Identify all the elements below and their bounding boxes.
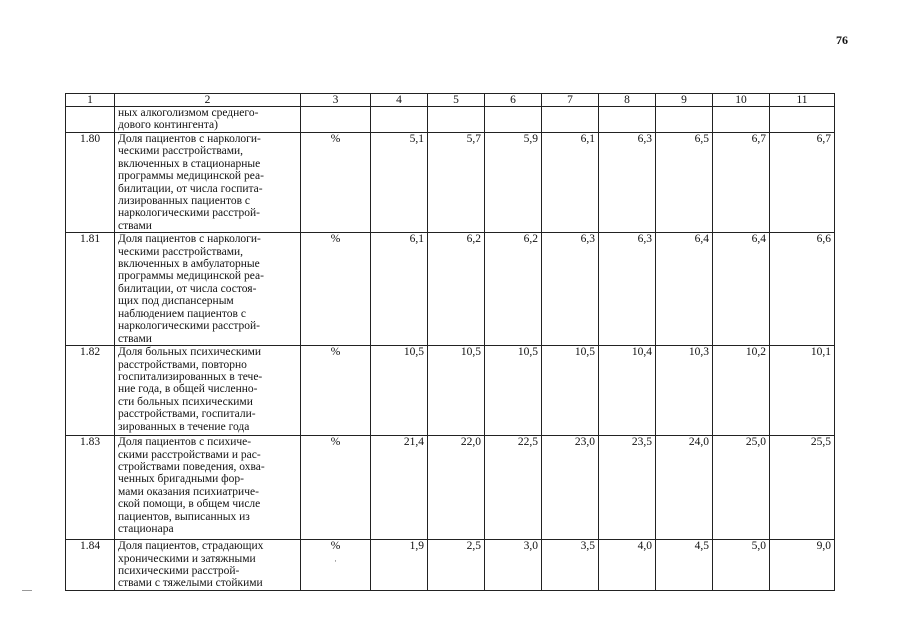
value-cell: 10,5 [485,346,542,436]
value-cell: 2,5 [428,540,485,591]
table-row [66,233,835,346]
unit-cell [301,346,371,436]
description-line: включенных в стационарные [118,157,261,170]
value-cell: 24,0 [656,436,713,540]
description-line: расстройствами, повторно [118,358,247,371]
table-row [66,346,835,436]
indicator-description [115,233,301,346]
header-cell-4: 4 [371,94,428,107]
value-cell: 1,9 [371,540,428,591]
value-cell: 10,2 [713,346,770,436]
header-cell-9: 9 [656,94,713,107]
value-cell: 6,1 [371,233,428,346]
description-line: Доля пациентов с психиче- [118,436,252,449]
header-cell-7: 7 [542,94,599,107]
description-line: Доля пациентов, страдающих [118,540,264,553]
description-line: Доля больных психическими [118,346,262,359]
value-cell: 6,3 [599,233,656,346]
value-cell [770,107,835,133]
row-number [66,107,115,133]
unit-label: % [330,436,341,449]
unit-label: % [330,540,341,553]
description-line: лизированных пациентов с [118,195,250,208]
description-line: дового контингента) [118,119,218,132]
description-line: билитации, от числа госпита- [118,182,263,195]
value-cell: 4,0 [599,540,656,591]
description-line: психическими расстрой- [118,565,240,578]
value-cell: 25,0 [713,436,770,540]
header-cell-11: 11 [770,94,835,107]
description-line: ской помощи, в общем числе [118,498,261,511]
description-line: ческими расстройствами, [118,145,244,158]
indicator-description [115,346,301,436]
row-number: 1.84 [66,540,115,591]
description-line: госпитализированных в тече- [118,371,263,384]
value-cell [713,107,770,133]
unit-cell [301,133,371,233]
description-line: включенных в амбулаторные [118,258,260,271]
description-line: Доля пациентов с наркологи- [118,233,261,246]
value-cell: 6,3 [542,233,599,346]
description-line: наблюдением пациентов с [118,307,246,320]
header-cell-2: 2 [115,94,301,107]
value-cell [542,107,599,133]
header-cell-8: 8 [599,94,656,107]
indicator-description [115,107,301,133]
value-cell: 10,5 [542,346,599,436]
value-cell [485,107,542,133]
value-cell: 23,5 [599,436,656,540]
description-line: ченных бригадными фор- [118,473,244,486]
value-cell: 6,4 [713,233,770,346]
row-number: 1.82 [66,346,115,436]
header-row [66,94,835,107]
value-cell: 4,5 [656,540,713,591]
description-line: наркологическими расстрой- [118,207,261,220]
value-cell: 10,4 [599,346,656,436]
value-cell: 10,5 [371,346,428,436]
value-cell: 21,4 [371,436,428,540]
value-cell: 22,5 [485,436,542,540]
value-cell: 10,5 [428,346,485,436]
description-line: ных алкоголизмом среднего- [118,107,259,119]
unit-cell [301,233,371,346]
value-cell: 5,9 [485,133,542,233]
description-line: щих под диспансерным [118,295,234,308]
header-cell-5: 5 [428,94,485,107]
value-cell: 6,5 [656,133,713,233]
unit-label: % [330,346,341,359]
value-cell: 6,7 [770,133,835,233]
row-number: 1.83 [66,436,115,540]
description-line: ствами с тяжелыми стойкими [118,577,263,590]
value-cell: 22,0 [428,436,485,540]
description-line: ческими расстройствами, [118,245,244,258]
value-cell: 6,1 [542,133,599,233]
value-cell: 10,1 [770,346,835,436]
scan-artifact [22,590,32,591]
value-cell: 6,2 [428,233,485,346]
value-cell [371,107,428,133]
header-cell-10: 10 [713,94,770,107]
description-line: программы медицинской реа- [118,270,264,283]
description-line: стационара [118,523,174,536]
table-row [66,540,835,591]
description-line: билитации, от числа состоя- [118,282,257,295]
header-cell-3: 3 [301,94,371,107]
value-cell: 5,0 [713,540,770,591]
value-cell: 5,1 [371,133,428,233]
row-number: 1.81 [66,233,115,346]
value-cell: 10,3 [656,346,713,436]
header-cell-1: 1 [66,94,115,107]
value-cell: 6,2 [485,233,542,346]
unit-cell [301,107,371,133]
description-line: ние года, в общей численно- [118,383,258,396]
value-cell: 5,7 [428,133,485,233]
table-row [66,107,835,133]
description-line: скими расстройствами и рас- [118,448,261,461]
description-line: ствами [118,332,152,345]
row-number: 1.80 [66,133,115,233]
scan-dot: · [334,555,337,566]
description-line: Доля пациентов с наркологи- [118,133,261,145]
description-line: расстройствами, госпитали- [118,408,256,421]
value-cell: 6,4 [656,233,713,346]
value-cell: 9,0 [770,540,835,591]
page-number: 76 [836,33,848,47]
value-cell: 23,0 [542,436,599,540]
indicator-description [115,436,301,540]
value-cell [428,107,485,133]
unit-label: % [330,233,341,246]
value-cell: 6,6 [770,233,835,346]
description-line: сти больных психическими [118,395,253,408]
value-cell [599,107,656,133]
indicators-table [65,93,835,591]
table-row [66,436,835,540]
header-cell-6: 6 [485,94,542,107]
indicator-description [115,540,301,591]
unit-cell [301,436,371,540]
value-cell: 25,5 [770,436,835,540]
indicator-description [115,133,301,233]
description-line: хроническими и затяжными [118,552,256,565]
description-line: наркологическими расстрой- [118,320,261,333]
description-line: ствами [118,219,152,232]
description-line: программы медицинской реа- [118,170,264,183]
value-cell: 6,3 [599,133,656,233]
unit-cell [301,540,371,591]
value-cell: 3,0 [485,540,542,591]
value-cell: 3,5 [542,540,599,591]
description-line: зированных в течение года [118,420,250,433]
unit-label: % [330,133,341,145]
description-line: пациентов, выписанных из [118,510,250,523]
description-line: мами оказания психиатриче- [118,485,259,498]
description-line: стройствами поведения, охва- [118,461,265,474]
table-row [66,133,835,233]
value-cell: 6,7 [713,133,770,233]
value-cell [656,107,713,133]
